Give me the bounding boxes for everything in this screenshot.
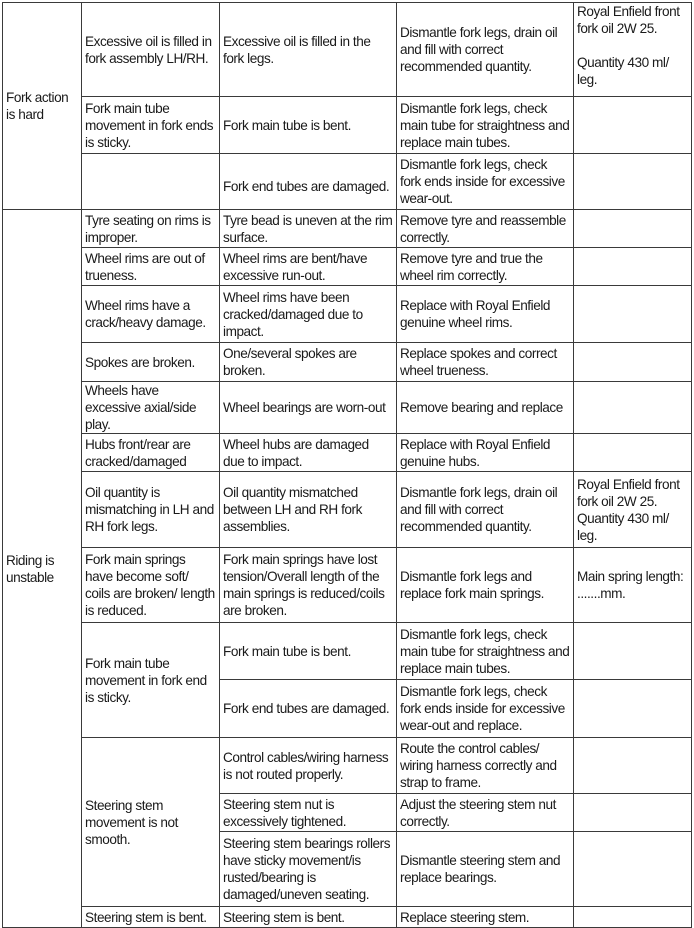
cause-cell: Oil quantity is mismatching in LH and RH fork legs. (82, 472, 220, 548)
detail-cell: Control cables/wiring harness is not routed properly. (220, 738, 397, 794)
table-row (3, 248, 692, 286)
cause-cell: Fork main tube movement in fork ends is sticky. (82, 97, 220, 154)
detail-cell: Tyre bead is uneven at the rim surface. (220, 210, 397, 248)
remedy-cell: Dismantle fork legs, check main tube for straightness and replace main tubes. (397, 623, 574, 680)
table-row (3, 548, 692, 623)
cause-cell: Hubs front/rear are cracked/damaged (82, 434, 220, 472)
problem-cell: Fork action is hard (3, 3, 82, 210)
remedy-cell: Dismantle fork legs, check fork ends inside for excessive wear-out. (397, 154, 574, 210)
detail-cell: Excessive oil is filled in the fork legs. (220, 3, 397, 97)
table-row (3, 907, 692, 928)
cause-cell: Wheel rims have a crack/heavy damage. (82, 286, 220, 343)
table-row (3, 210, 692, 248)
detail-cell: Fork end tubes are damaged. (220, 154, 397, 210)
table-row (3, 286, 692, 343)
note-cell (574, 382, 692, 434)
remedy-cell: Replace with Royal Enfield genuine hubs. (397, 434, 574, 472)
remedy-cell: Remove tyre and reassemble correctly. (397, 210, 574, 248)
remedy-cell: Remove bearing and replace (397, 382, 574, 434)
table-row (3, 3, 692, 97)
remedy-cell: Dismantle steering stem and replace bearings. (397, 832, 574, 907)
note-cell (574, 286, 692, 343)
table-row (3, 434, 692, 472)
detail-cell: Fork main tube is bent. (220, 97, 397, 154)
note-cell (574, 97, 692, 154)
table-row (3, 97, 692, 154)
note-cell: Royal Enfield front fork oil 2W 25. Quantity 430 ml/ leg. (574, 472, 692, 548)
table-row (3, 382, 692, 434)
detail-cell: Fork end tubes are damaged. (220, 680, 397, 738)
cause-cell: Spokes are broken. (82, 343, 220, 382)
detail-cell: Fork main springs have lost tension/Overall length of the main springs is reduced/coils are broken. (220, 548, 397, 623)
note-cell (574, 680, 692, 738)
note-cell (574, 434, 692, 472)
table-row (3, 623, 692, 680)
cause-cell: Tyre seating on rims is improper. (82, 210, 220, 248)
note-line: Royal Enfield front fork oil 2W 25. (577, 4, 680, 36)
note-cell (574, 154, 692, 210)
remedy-cell: Dismantle fork legs, check main tube for straightness and replace main tubes. (397, 97, 574, 154)
detail-cell: Steering stem nut is excessively tightened. (220, 794, 397, 832)
table-row (3, 343, 692, 382)
note-cell (574, 248, 692, 286)
table-row (3, 472, 692, 548)
note-cell (574, 738, 692, 794)
remedy-cell: Route the control cables/ wiring harness correctly and strap to frame. (397, 738, 574, 794)
remedy-cell: Replace spokes and correct wheel trueness. (397, 343, 574, 382)
detail-cell: Wheel bearings are worn-out (220, 382, 397, 434)
remedy-cell: Dismantle fork legs, drain oil and fill with correct recommended quantity. (397, 472, 574, 548)
remedy-cell: Adjust the steering stem nut correctly. (397, 794, 574, 832)
note-cell (574, 210, 692, 248)
detail-cell: Steering stem bearings rollers have sticky movement/is rusted/bearing is damaged/uneven seating. (220, 832, 397, 907)
remedy-cell: Replace steering stem. (397, 907, 574, 928)
remedy-cell: Remove tyre and true the wheel rim correctly. (397, 248, 574, 286)
cause-cell: Steering stem movement is not smooth. (82, 738, 220, 907)
detail-cell: Oil quantity mismatched between LH and RH fork assemblies. (220, 472, 397, 548)
cause-cell: Fork main springs have become soft/ coils are broken/ length is reduced. (82, 548, 220, 623)
note-cell (574, 832, 692, 907)
note-cell (574, 343, 692, 382)
table-row (3, 738, 692, 794)
cause-cell (82, 154, 220, 210)
note-line: Quantity 430 ml/ leg. (577, 55, 669, 87)
note-cell: Main spring length: .......mm. (574, 548, 692, 623)
cause-cell: Steering stem is bent. (82, 907, 220, 928)
detail-cell: Wheel rims are bent/have excessive run-out. (220, 248, 397, 286)
cause-cell: Wheel rims are out of trueness. (82, 248, 220, 286)
table-row (3, 154, 692, 210)
detail-cell: Wheel rims have been cracked/damaged due to impact. (220, 286, 397, 343)
detail-cell: One/several spokes are broken. (220, 343, 397, 382)
note-cell (574, 623, 692, 680)
cause-cell: Wheels have excessive axial/side play. (82, 382, 220, 434)
detail-cell: Steering stem is bent. (220, 907, 397, 928)
note-cell (574, 907, 692, 928)
detail-cell: Fork main tube is bent. (220, 623, 397, 680)
remedy-cell: Replace with Royal Enfield genuine wheel rims. (397, 286, 574, 343)
cause-cell: Fork main tube movement in fork end is sticky. (82, 623, 220, 738)
remedy-cell: Dismantle fork legs, drain oil and fill with correct recommended quantity. (397, 3, 574, 97)
cause-cell: Excessive oil is filled in fork assembly LH/RH. (82, 3, 220, 97)
remedy-cell: Dismantle fork legs and replace fork main springs. (397, 548, 574, 623)
detail-cell: Wheel hubs are damaged due to impact. (220, 434, 397, 472)
problem-cell: Riding is unstable (3, 210, 82, 928)
remedy-cell: Dismantle fork legs, check fork ends inside for excessive wear-out and replace. (397, 680, 574, 738)
note-cell (574, 3, 692, 97)
note-cell (574, 794, 692, 832)
troubleshooting-table (2, 2, 692, 928)
